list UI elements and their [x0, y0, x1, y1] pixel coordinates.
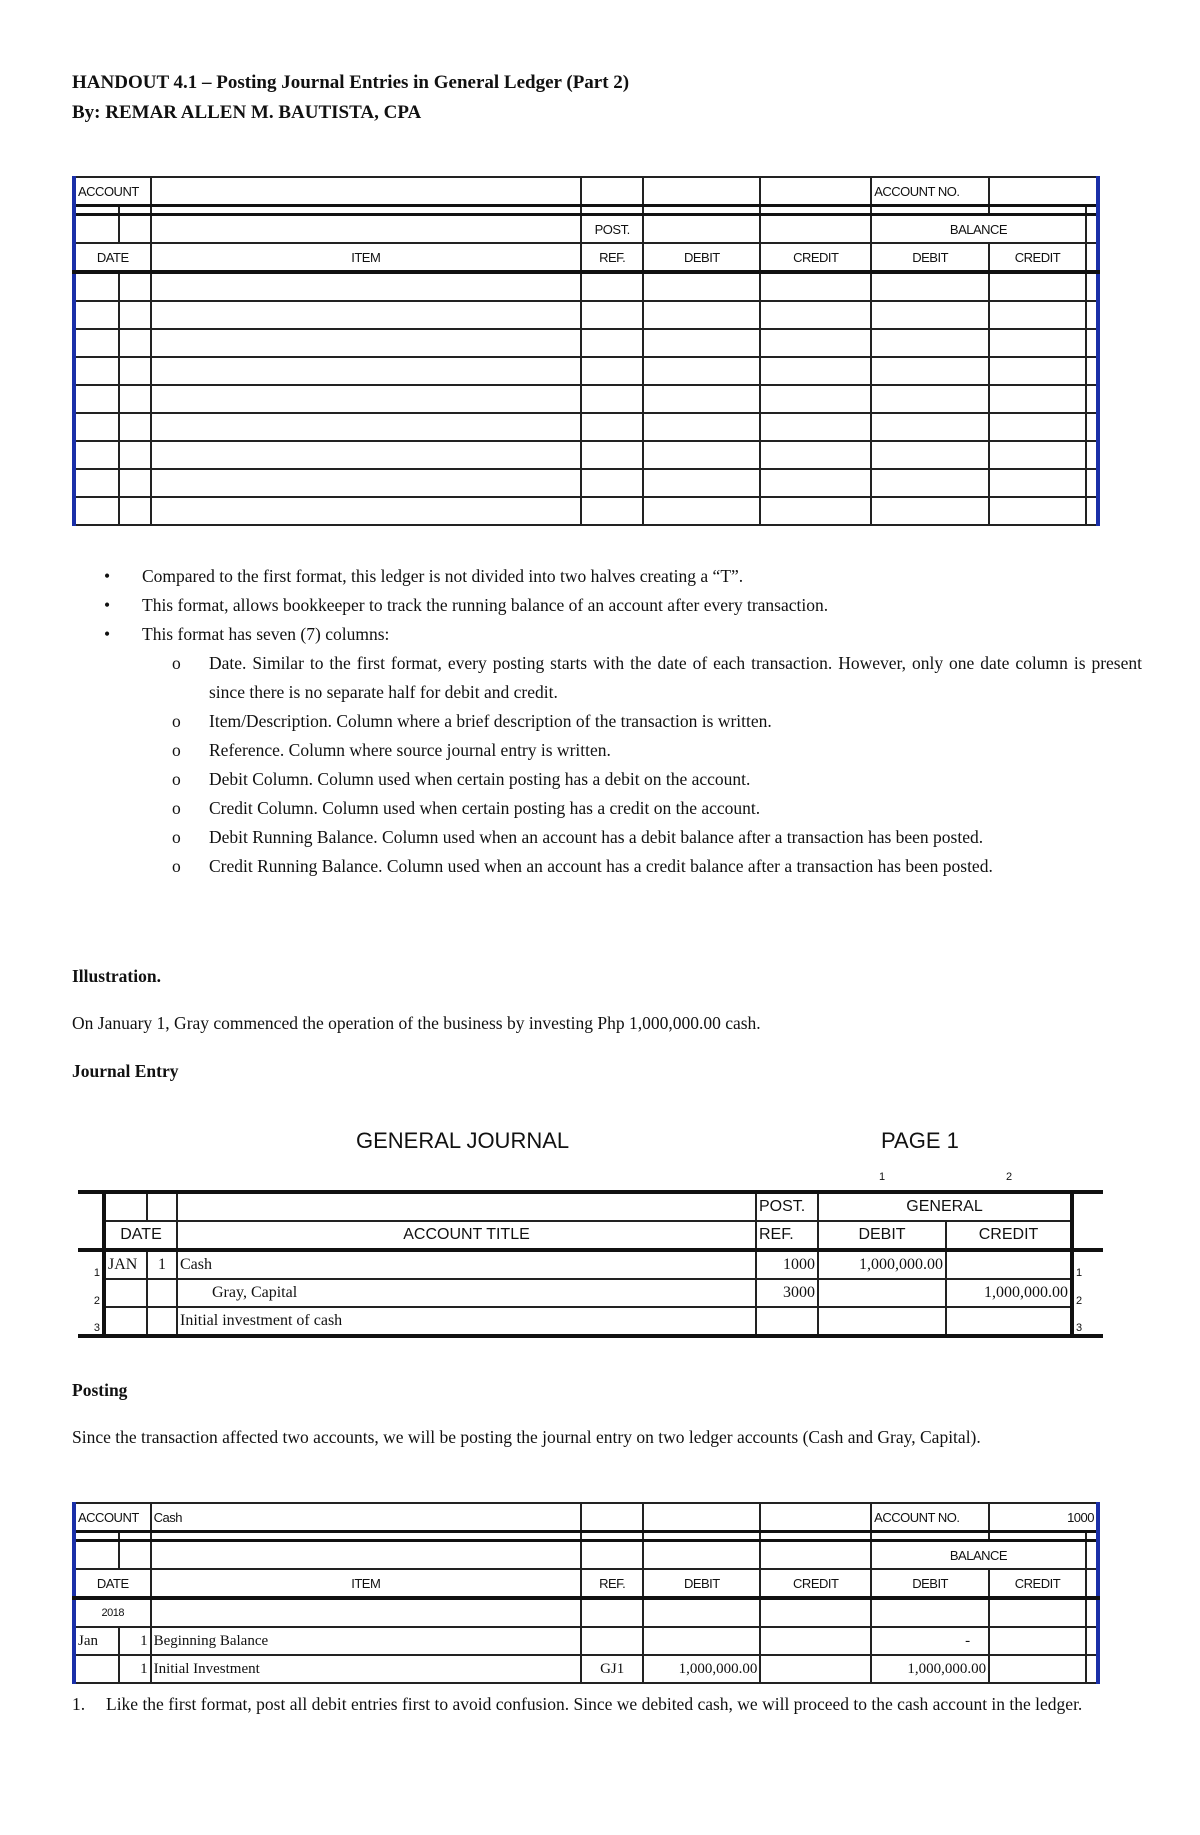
- cash-item-header: ITEM: [151, 1569, 581, 1598]
- ledger-row: [74, 385, 1098, 413]
- ledger-row: [74, 441, 1098, 469]
- cash-balance-credit-header: CREDIT: [989, 1569, 1086, 1598]
- cash-account-no: 1000: [989, 1503, 1098, 1532]
- ledger-row: 1 Initial Investment GJ1 1,000,000.00 1,000,000.00: [74, 1655, 1098, 1683]
- cash-account-label: ACCOUNT: [74, 1503, 151, 1532]
- ledger-row: [74, 272, 1098, 301]
- col-number-2: 2: [946, 1164, 1072, 1192]
- posting-text: Since the transaction affected two accounts, we will be posting the journal entry on two ledger accounts (Cash and Gray, Capital).: [72, 1427, 981, 1447]
- journal-row: 3 Initial investment of cash 3: [78, 1307, 1103, 1336]
- journal-credit-header: CREDIT: [946, 1221, 1072, 1250]
- post-label: POST.: [581, 215, 643, 244]
- cash-account-name: Cash: [151, 1503, 581, 1532]
- account-name-cell[interactable]: [151, 177, 581, 206]
- journal-page: PAGE 1: [881, 1128, 959, 1153]
- account-label: ACCOUNT: [74, 177, 151, 206]
- ledger-row: Jan 1 Beginning Balance -: [74, 1627, 1098, 1655]
- sub-bullet-item: o Credit Column. Column used when certain posting has a credit on the account.: [172, 798, 761, 818]
- step-1: [72, 1690, 1132, 1719]
- journal-entry-heading: Journal Entry: [72, 1061, 179, 1081]
- journal-post-label: POST.: [756, 1192, 818, 1221]
- journal-title: GENERAL JOURNAL: [356, 1128, 570, 1153]
- cash-year: 2018: [74, 1598, 151, 1627]
- col-number-1: 1: [818, 1164, 946, 1192]
- journal-ref-header: REF.: [756, 1221, 818, 1250]
- sub-bullet-item: o Date. Similar to the first format, every posting starts with the date of each transaction. However, only one date column is present since there is no separate half for debit and credit.: [172, 653, 1142, 702]
- sub-bullet-list: [172, 649, 1142, 881]
- cash-date-header: DATE: [74, 1569, 151, 1598]
- cash-ledger: [72, 1502, 1100, 1684]
- cash-balance-debit-header: DEBIT: [871, 1569, 989, 1598]
- debit-header: DEBIT: [643, 243, 760, 272]
- journal-row: 1 JAN 1 Cash 1000 1,000,000.00 1: [78, 1250, 1103, 1279]
- document-author: By: REMAR ALLEN M. BAUTISTA, CPA: [72, 102, 422, 123]
- journal-row: 2 Gray, Capital 3000 1,000,000.00 2: [78, 1279, 1103, 1307]
- bullet-item: • Compared to the first format, this ledger is not divided into two halves creating a “T”.: [104, 566, 744, 586]
- sub-bullet-item: o Item/Description. Column where a brief description of the transaction is written.: [172, 711, 772, 731]
- balance-credit-header: CREDIT: [989, 243, 1086, 272]
- ledger-row: [74, 329, 1098, 357]
- general-journal: [78, 1128, 1103, 1338]
- cash-account-no-label: ACCOUNT NO.: [871, 1503, 989, 1532]
- cash-credit-header: CREDIT: [760, 1569, 871, 1598]
- bullet-item: • This format, allows bookkeeper to track the running balance of an account after every transaction.: [104, 595, 829, 615]
- date-header: DATE: [74, 243, 151, 272]
- step-1-text: Like the first format, post all debit entries first to avoid confusion. Since we debited cash, we will proceed to the cash account in the ledger.: [106, 1694, 1083, 1714]
- cash-balance-label: BALANCE: [871, 1541, 1086, 1570]
- ledger-row: [74, 413, 1098, 441]
- ledger-row: [74, 469, 1098, 497]
- ledger-row: [74, 1598, 1098, 1627]
- bullet-list: [100, 562, 1142, 881]
- credit-header: CREDIT: [760, 243, 871, 272]
- illustration-text: On January 1, Gray commenced the operation of the business by investing Php 1,000,000.00 cash.: [72, 1013, 761, 1033]
- item-header: ITEM: [151, 243, 581, 272]
- ledger-row: [74, 357, 1098, 385]
- ledger-row: [74, 497, 1098, 525]
- document-title: HANDOUT 4.1 – Posting Journal Entries in General Ledger (Part 2): [72, 72, 630, 93]
- journal-general-label: GENERAL: [818, 1192, 1072, 1221]
- balance-label: BALANCE: [871, 215, 1086, 244]
- blank-ledger: [72, 176, 1100, 526]
- bullet-item: • This format has seven (7) columns: o Date. Similar to the first format, every posting starts with the date of each transaction. However, only one date column is present since there is no separate half for debit and credit. o Item/Description. Column where a brief description of the transaction is written. o Reference. Column where source journal entry is written. o Debit Column. Column used when certain posting has a debit on the account. o Credit Column. Column used when certain posting has a credit on the account. o Debit Running Balance. Column used when an account has a debit balance after a transaction has been posted. o Credit Running Balance. Column used when an account has a credit balance after a transaction has been posted.: [100, 620, 1132, 881]
- posting-heading: Posting: [72, 1380, 128, 1400]
- sub-bullet-item: o Debit Running Balance. Column used when an account has a debit balance after a transaction has been posted.: [172, 827, 984, 847]
- account-no-label: ACCOUNT NO.: [871, 177, 989, 206]
- cash-debit-header: DEBIT: [643, 1569, 760, 1598]
- account-no-cell[interactable]: [989, 177, 1098, 206]
- sub-bullet-item: o Debit Column. Column used when certain posting has a debit on the account.: [172, 769, 751, 789]
- illustration-heading: Illustration.: [72, 966, 161, 986]
- journal-debit-header: DEBIT: [818, 1221, 946, 1250]
- ledger-row: [74, 301, 1098, 329]
- sub-bullet-item: o Credit Running Balance. Column used when an account has a credit balance after a transaction has been posted.: [172, 856, 993, 876]
- sub-bullet-item: o Reference. Column where source journal entry is written.: [172, 740, 611, 760]
- cash-ref-header: REF.: [581, 1569, 643, 1598]
- journal-date-header: DATE: [104, 1221, 177, 1250]
- ref-header: REF.: [581, 243, 643, 272]
- journal-account-title-header: ACCOUNT TITLE: [177, 1221, 756, 1250]
- balance-debit-header: DEBIT: [871, 243, 989, 272]
- step-1-number: 1.: [72, 1694, 86, 1714]
